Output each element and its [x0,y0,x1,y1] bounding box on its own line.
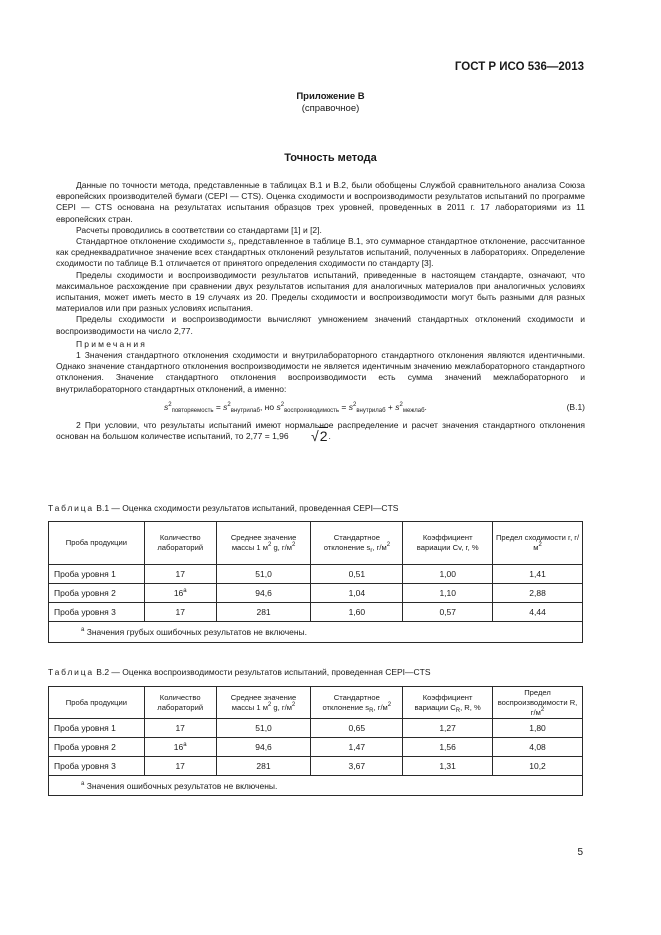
table-b2-footnote: $^а$ Значения ошибочных результатов не включены. [49,776,583,796]
table-header-row [49,687,583,719]
paragraph-limits: Пределы сходимости и воспроизводимости результатов испытаний, приведенные в настоящем стандарте, означают, что максимальное расхождение при сравнении двух результатов испытания для аналогичных материалов при аналогичных условиях испытания, может иметь место в 19 случаях из 20. Пределы сходимости и воспроизводимости могут быть разными для разных материалов или при разных условиях испытания. [56,269,585,314]
paragraph-multiplication: Пределы сходимости и воспроизводимости вычисляют умножением значений стандартных отклонений сходимости и воспроизводимости на число 2,77. [56,314,585,336]
table-row: Проба уровня 1 17 51,0 0,65 1,27 1,80 [49,719,583,738]
header-limit: Предел воспроизводимости R, $г/м^2$ [493,687,583,719]
table-header-row [49,522,583,565]
table-b1 [48,521,583,643]
appendix-subtitle: (справочное) [301,103,360,114]
header-mean: Среднее значение массы 1 $м^2$ g, $г/м^2$ [216,687,311,719]
table-row: Проба уровня 3 17 281 1,60 0,57 4,44 [49,603,583,622]
header-cv: Коэффициент вариации Cv, r, % [403,522,493,565]
sqrt-symbol: √2 [311,428,328,445]
table-b2-caption: Таблица В.2 — Оценка воспроизводимости результатов испытаний, проведенная CEPI—CTS [48,667,431,677]
equation-number: (В.1) [566,401,585,412]
header-product: Проба продукции [49,687,145,719]
note-2: 2 При условии, что результаты испытаний имеют нормальное распределение и расчет значения стандартного отклонения основан на большом количестве испытаний, то 2,77 = 1,96 √2. [56,419,585,445]
table-row: Проба уровня 2 $16^а$ 94,6 1,04 1,10 2,88 [49,584,583,603]
paragraph-repeatability-sd: Стандартное отклонение сходимости $s_r$, представленное в таблице В.1, это суммарное стандартное отклонение, рассчитанное как среднеквадратичное значение всех стандартных отклонений результатов испытаний, полученных в лабораториях. Определение сходимости по таблице В.1 отличается от принятого определения сходимости по стандарту [3]. [56,236,585,269]
header-sd: Стандартное отклонение $s_R$, $г/м^2$ [311,687,403,719]
note-1: 1 Значения стандартного отклонения сходимости и внутрилабораторного стандартного отклонения являются идентичными. Однако значение стандартного отклонения воспроизводимости не является идентичным значению межлабораторного стандартного отклонения. Значение стандартного отклонения воспроизводимости есть сумма значений межлабораторного и внутрилабораторного стандартных отклонений, а именно: [56,350,585,394]
page-number: 5 [577,847,583,858]
appendix-heading [0,91,661,115]
formula-b1 [56,397,585,417]
table-row: Проба уровня 2 $16^а$ 94,6 1,47 1,56 4,08 [49,738,583,757]
header-product: Проба продукции [49,522,145,565]
header-lab-count: Количество лабораторий [144,522,216,565]
body-text [56,180,585,445]
notes-title: Примечания [76,338,148,349]
header-lab-count: Количество лабораторий [144,687,216,719]
header-mean: Среднее значение массы 1 $м^2$ g, $г/м^2$ [216,522,311,565]
table-footnote-row [49,776,583,796]
paragraph-precision-data: Данные по точности метода, представленные в таблицах В.1 и В.2, были обобщены Службой сравнительного анализа Союза европейских производителей бумаги (CEPI — CTS). Оценка сходимости и воспроизводимости результатов испытаний по программе CEPI — CTS основана на результатах испытания образцов трех уровней, проведенных в 2011 г. 17 лабораториями из 11 европейских стран. [56,180,585,224]
header-limit: Предел сходимости r, $г/м^2$ [493,522,583,565]
header-sd: Стандартное отклонение $s_r$, $г/м^2$ [311,522,403,565]
table-row: Проба уровня 1 17 51,0 0,51 1,00 1,41 [49,565,583,584]
table-b1-footnote: $^а$ Значения грубых ошибочных результатов не включены. [49,622,583,643]
paragraph-calculations: Расчеты проводились в соответствии со стандартами [1] и [2]. [76,224,322,235]
formula-expression: $s^2_{повторяемость} = s^2_{внутрилаб}$, но $s^2_{воспроизводимость} = s^2_{внутрилаб} + s^2_{межлаб}$. [164,401,427,414]
table-b2 [48,686,583,796]
table-footnote-row [49,622,583,643]
section-title: Точность метода [284,152,377,164]
table-row: Проба уровня 3 17 281 3,67 1,31 10,2 [49,757,583,776]
header-cv: Коэффициент вариации $C_R$, R, % [403,687,493,719]
appendix-title: Приложение В [296,91,365,102]
table-b1-caption: Таблица В.1 — Оценка сходимости результатов испытаний, проведенная CEPI—CTS [48,503,399,513]
standard-designation: ГОСТ Р ИСО 536—2013 [454,61,584,73]
